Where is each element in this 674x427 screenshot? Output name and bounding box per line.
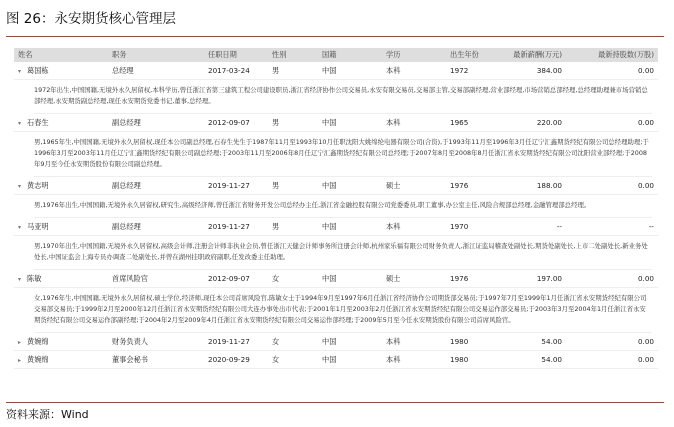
cell-gender: 男 — [272, 117, 280, 127]
table-row[interactable] — [14, 351, 658, 369]
cell-education: 本科 — [386, 221, 401, 231]
management-table — [14, 48, 658, 369]
source-divider — [6, 402, 664, 403]
cell-birth-year: 1980 — [450, 355, 469, 364]
cell-nationality: 中国 — [322, 117, 337, 127]
table-row[interactable] — [14, 62, 658, 80]
collapse-toggle-icon[interactable]: ▾ — [18, 67, 22, 75]
cell-birth-year: 1976 — [450, 181, 469, 190]
cell-nationality: 中国 — [322, 354, 337, 364]
header-gender[interactable]: 性别 — [272, 50, 287, 59]
table-header — [14, 48, 658, 62]
cell-start-date: 2020-09-29 — [208, 355, 250, 364]
cell-birth-year: 1965 — [450, 118, 469, 127]
cell-birth-year: 1976 — [450, 274, 469, 283]
table-row[interactable] — [14, 218, 658, 236]
title-divider — [6, 36, 664, 37]
bio-text: 女,1976年生,中国国籍,无境外永久居留权,硕士学位,经济师,现任本公司首席风险官,陈敏女士于1994年9月至1997年6月任浙江省经济协作公司期货部交易员;于1997年7月至1999年1月任浙江省永安期货经纪有限公司交易部交易员;于1999年2月至2000年12月任浙江省永安期货经纪有限公司大连办事处出市代表;于2001年1月至2003年2月任浙江省永安期货经纪有限公司交易运作部交易员;于2003年3月至2004年1月任浙江省永安期货经纪有限公司交易运作部副经理;于2004年2月至2009年4月任浙江省永安期货经纪有限公司交易运作部经理;于2009年5月至今任永安期货股份有限公司首席风险官。 — [34, 288, 652, 333]
collapse-toggle-icon[interactable]: ▸ — [18, 356, 22, 364]
cell-start-date: 2017-03-24 — [208, 66, 250, 75]
header-name[interactable]: 姓名 — [18, 50, 33, 59]
cell-shares: -- — [648, 222, 654, 231]
cell-position: 副总经理 — [112, 221, 141, 231]
cell-shares: 0.00 — [637, 181, 654, 190]
cell-shares: 0.00 — [637, 337, 654, 346]
cell-pay: 220.00 — [536, 118, 562, 127]
bio-text: 男,1970年出生,中国国籍,无境外永久居留权,高级会计师,注册会计师非执业会员,曾任浙江天健会计师事务所注册会计师,杭州家乐福有限公司财务负责人,浙江证监局稽查处副处长,期货处副处长,上市二处副处长,新业务处处长,中国证监会上海专员办调查二处副处长,并曾在湖州挂职政府副职,任发改委主任助理。 — [34, 236, 652, 270]
cell-gender: 女 — [272, 354, 280, 364]
cell-gender: 男 — [272, 65, 280, 75]
cell-gender: 女 — [272, 336, 280, 346]
table-row[interactable] — [14, 177, 658, 195]
cell-pay: 54.00 — [541, 337, 562, 346]
collapse-toggle-icon[interactable]: ▾ — [18, 275, 22, 283]
cell-start-date: 2019-11-27 — [208, 222, 250, 231]
cell-name: 黄婉绵 — [27, 354, 49, 364]
header-start-date[interactable]: 任职日期 — [208, 50, 237, 59]
cell-start-date: 2012-09-07 — [208, 118, 250, 127]
header-position[interactable]: 职务 — [112, 50, 127, 59]
cell-shares: 0.00 — [637, 274, 654, 283]
cell-nationality: 中国 — [322, 221, 337, 231]
cell-birth-year: 1972 — [450, 66, 469, 75]
cell-shares: 0.00 — [637, 118, 654, 127]
cell-pay: -- — [556, 222, 562, 231]
cell-pay: 54.00 — [541, 355, 562, 364]
cell-shares: 0.00 — [637, 355, 654, 364]
cell-nationality: 中国 — [322, 180, 337, 190]
header-education[interactable]: 学历 — [386, 50, 401, 59]
figure-title: 图 26：永安期货核心管理层 — [6, 11, 176, 27]
cell-name: 陈敏 — [27, 273, 42, 283]
cell-start-date: 2012-09-07 — [208, 274, 250, 283]
cell-pay: 197.00 — [536, 274, 562, 283]
cell-pay: 188.00 — [536, 181, 562, 190]
bio-text: 男,1976年出生,中国国籍,无境外永久居留权,研究生,高级经济师,曾任浙江省财务开发公司总经办主任,浙江省金融控股有限公司党委委员,职工董事,办公室主任,风险合规部总经理,金融管理部总经理。 — [34, 195, 652, 218]
bio-text: 1972年出生,中国国籍,无境外永久居留权,本科学历,曾任浙江省第三建筑工程公司建设职员,浙江省经济协作公司交易员,永安有限交易员,交易部主管,交易部副经理,营业部经理,市场营销总部经理,总经理助理兼市场营销总部经理,永安期货副总经理,现任永安期货党委书记,董事,总经理。 — [34, 80, 652, 114]
cell-position: 财务负责人 — [112, 336, 148, 346]
cell-gender: 女 — [272, 273, 280, 283]
header-shares[interactable]: 最新持股数(万股) — [598, 50, 654, 59]
table-row[interactable] — [14, 270, 658, 288]
cell-education: 本科 — [386, 354, 401, 364]
cell-education: 硕士 — [386, 273, 401, 283]
header-birth-year[interactable]: 出生年份 — [450, 50, 479, 59]
table-row[interactable] — [14, 333, 658, 351]
cell-education: 本科 — [386, 117, 401, 127]
cell-position: 董事会秘书 — [112, 354, 148, 364]
cell-nationality: 中国 — [322, 273, 337, 283]
table-row[interactable] — [14, 114, 658, 132]
collapse-toggle-icon[interactable]: ▾ — [18, 119, 22, 127]
cell-name: 石春生 — [27, 117, 49, 127]
cell-position: 总经理 — [112, 65, 134, 75]
cell-shares: 0.00 — [637, 66, 654, 75]
cell-education: 硕士 — [386, 180, 401, 190]
cell-name: 黄志明 — [27, 180, 49, 190]
cell-position: 副总经理 — [112, 180, 141, 190]
cell-nationality: 中国 — [322, 336, 337, 346]
header-nationality[interactable]: 国籍 — [322, 50, 337, 59]
cell-name: 马亚明 — [27, 221, 49, 231]
header-pay[interactable]: 最新薪酬(万元) — [513, 50, 562, 59]
cell-name: 葛国栋 — [27, 65, 49, 75]
cell-birth-year: 1980 — [450, 337, 469, 346]
cell-pay: 384.00 — [536, 66, 562, 75]
bio-text: 男,1965年生,中国国籍,无境外永久居留权,现任本公司副总经理,石春生先生于1987年11月至1993年10月任职沈阳大姚绵纶电器有限公司(合资),于1993年11月至1996年3月任辽宁汇鑫期货经纪有限公司总经理助理;于1996年3月至2003年11月任辽宁汇鑫期货经纪有限公司副总经理;于2003年11月至2006年8月任辽宁汇鑫期货经纪有限公司总经理;于2007年8月至2008年8月任浙江省永安期货经纪有限公司沈阳营业部经理;于2008年9月至今任永安期货股份有限公司副总经理。 — [34, 132, 652, 177]
cell-nationality: 中国 — [322, 65, 337, 75]
cell-name: 黄婉绵 — [27, 336, 49, 346]
collapse-toggle-icon[interactable]: ▾ — [18, 182, 22, 190]
cell-position: 首席风险官 — [112, 273, 148, 283]
cell-birth-year: 1970 — [450, 222, 469, 231]
cell-education: 本科 — [386, 65, 401, 75]
cell-gender: 男 — [272, 221, 280, 231]
cell-gender: 男 — [272, 180, 280, 190]
collapse-toggle-icon[interactable]: ▾ — [18, 223, 22, 231]
cell-start-date: 2019-11-27 — [208, 181, 250, 190]
cell-education: 本科 — [386, 336, 401, 346]
cell-start-date: 2019-11-27 — [208, 337, 250, 346]
cell-position: 副总经理 — [112, 117, 141, 127]
collapse-toggle-icon[interactable]: ▸ — [18, 338, 22, 346]
source-note: 资料来源：Wind — [6, 408, 89, 421]
